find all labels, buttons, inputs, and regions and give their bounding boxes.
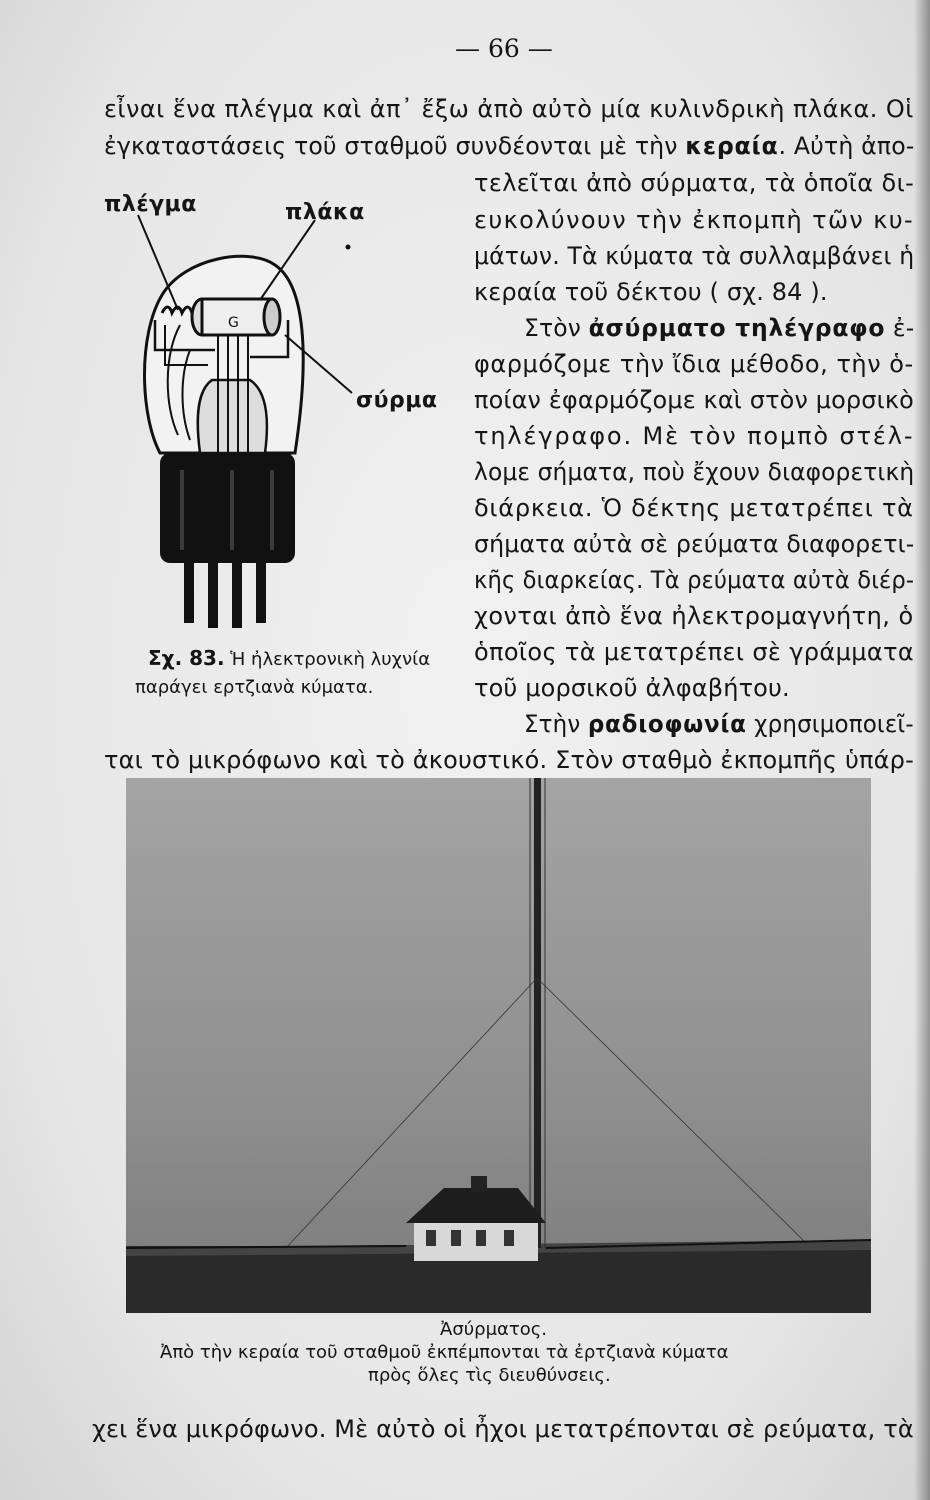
text-run: λομε σήματα, ποὺ ἔχουν διαφορετικὴ <box>474 458 915 486</box>
text-run: εἶναι ἕνα πλέγμα καὶ ἀπ᾽ ἔξω ἀπὸ αὐτὸ μία κυλινδρικὴ πλάκα. Οἱ <box>104 95 914 123</box>
body-line <box>474 637 914 667</box>
body-line-text <box>524 313 914 343</box>
body-line-text <box>104 131 914 161</box>
photo-caption-line3: πρὸς ὅλες τὶς διευθύνσεις. <box>368 1365 611 1386</box>
body-line <box>92 1414 914 1444</box>
bold-term: ραδιοφωνία <box>587 710 747 738</box>
body-line-text <box>474 493 914 523</box>
body-line-text <box>104 745 914 775</box>
body-line-text <box>474 277 828 307</box>
text-run: τοῦ μορσικοῦ ἀλφαβήτου. <box>474 674 790 702</box>
text-run: μάτων. Τὰ κύματα τὰ συλλαμβάνει ἡ <box>474 242 915 270</box>
tube-pin <box>208 563 218 628</box>
text-run: ευκολύνουν τὴν ἐκπομπὴ τῶν κυ- <box>474 206 915 234</box>
label-wire: σύρμα <box>356 388 438 413</box>
text-run: χει ἕνα μικρόφωνο. Μὲ αὐτὸ οἱ ἦχοι μετατρέπονται σὲ ρεύματα, τὰ <box>92 1415 914 1443</box>
page-number: — 66 — <box>455 34 553 63</box>
photo-caption-title: Ἀσύρματος. <box>440 1319 548 1340</box>
body-line <box>474 493 914 523</box>
text-run: κῆς διαρκείας. Τὰ ρεύματα αὐτὰ διέρ- <box>474 566 915 594</box>
body-line-text <box>474 457 914 487</box>
body-line-text <box>474 637 914 667</box>
body-line-text <box>474 205 914 235</box>
vacuum-tube-illustration <box>100 185 460 665</box>
text-run: χρησιμοποιεῖ- <box>746 710 914 738</box>
book-spine-shadow <box>914 0 930 1500</box>
label-grid: πλέγμα <box>104 192 197 217</box>
body-line <box>474 205 914 235</box>
text-run: σήματα αὐτὰ σὲ ρεύματα διαφορετι- <box>474 530 915 558</box>
photo-caption-line2: Ἀπὸ τὴν κεραία τοῦ σταθμοῦ ἐκπέμπονται τὰ ἐρτζιανὰ κύματα <box>160 1342 729 1363</box>
body-line-text <box>474 241 914 271</box>
tube-pin <box>184 563 194 623</box>
text-run: ὁποῖος τὰ μετατρέπει σὲ γράμματα <box>474 638 915 666</box>
body-line <box>104 94 914 124</box>
tube-stem <box>198 380 267 453</box>
body-line-text <box>92 1414 914 1444</box>
body-line-text <box>474 421 914 451</box>
text-run: ποίαν ἐφαρμόζομε καὶ στὸν μορσικὸ <box>474 386 914 414</box>
figure-83-caption-text: Ἡ ἠλεκτρονικὴ λυχνία <box>230 649 431 670</box>
tube-pin <box>232 563 242 628</box>
body-line <box>474 241 914 271</box>
antenna-mast <box>534 778 541 1248</box>
body-line <box>104 131 914 161</box>
body-line-text <box>104 94 914 124</box>
text-run: . Αὐτὴ ἀπο- <box>778 132 915 160</box>
text-run: τελεῖται ἀπὸ σύρματα, τὰ ὁποῖα δι- <box>474 169 915 197</box>
body-line <box>104 745 914 775</box>
body-line-text <box>474 529 914 559</box>
body-line <box>474 385 914 415</box>
text-run: χονται ἀπὸ ἕνα ἠλεκτρομαγνήτη, ὁ <box>474 602 914 630</box>
body-line <box>474 421 914 451</box>
bold-term: κεραία <box>685 132 779 160</box>
body-line <box>474 277 914 307</box>
text-run: Στὸν <box>524 314 589 342</box>
grid-pointer <box>138 215 178 310</box>
svg-text:G: G <box>228 315 239 331</box>
text-run: φαρμόζομε τὴν ἴδια μέθοδο, τὴν ὁ- <box>474 350 914 378</box>
body-line-text <box>474 168 914 198</box>
body-line-text <box>474 385 914 415</box>
body-line-text <box>524 709 914 739</box>
body-line <box>474 168 914 198</box>
figure-83-number: Σχ. 83. <box>148 646 225 670</box>
text-run: ἐγκαταστάσεις τοῦ σταθμοῦ συνδέονται μὲ τὴν <box>104 132 686 160</box>
body-line <box>474 529 914 559</box>
bold-term: ἀσύρματο τηλέγραφο <box>588 314 886 342</box>
text-run: τηλέγραφο. Μὲ τὸν πομπὸ στέλ- <box>474 422 915 450</box>
radio-station-photo <box>126 778 871 1313</box>
label-plate: πλάκα <box>285 200 365 225</box>
body-line <box>524 709 914 739</box>
body-line-text <box>474 601 914 631</box>
body-line-text <box>474 349 914 379</box>
body-line <box>474 457 914 487</box>
figure-83-caption-line2: παράγει ερτζιανὰ κύματα. <box>135 677 374 698</box>
tube-pin <box>256 563 266 623</box>
figure-83-caption-line1 <box>148 646 430 672</box>
text-run: ἐ- <box>885 314 915 342</box>
body-line <box>474 673 914 703</box>
body-line-text <box>474 565 914 595</box>
text-run: διάρκεια. Ὁ δέκτης μετατρέπει τὰ <box>474 494 914 522</box>
body-line-text <box>474 673 790 703</box>
body-line <box>474 565 914 595</box>
body-line <box>474 601 914 631</box>
body-line <box>474 349 914 379</box>
body-line <box>524 313 914 343</box>
text-run: Στὴν <box>524 710 588 738</box>
text-run: ται τὸ μικρόφωνο καὶ τὸ ἀκουστικό. Στὸν σταθμὸ ἐκπομπῆς ὑπάρ- <box>104 746 914 774</box>
text-run: κεραία τοῦ δέκτου ( σχ. 84 ). <box>474 278 828 306</box>
